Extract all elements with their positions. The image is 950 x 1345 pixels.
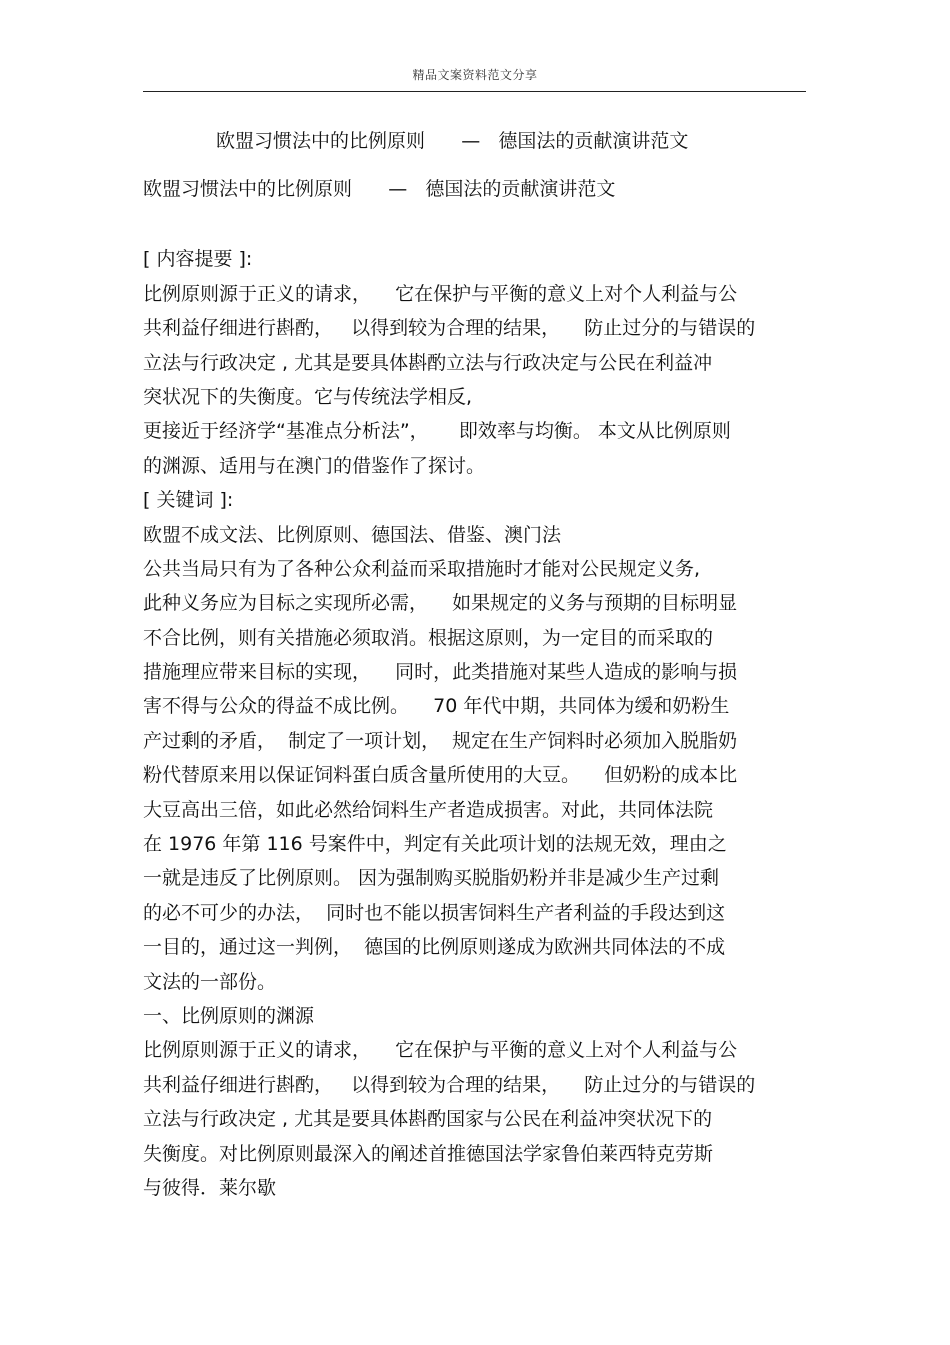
- body-line: 一、比例原则的渊源: [143, 1004, 315, 1027]
- body-line: 产过剩的矛盾， 制定了一项计划， 规定在生产饲料时必须加入脱脂奶: [143, 729, 738, 752]
- body-line: 比例原则源于正义的请求， 它在保护与平衡的意义上对个人利益与公: [143, 1039, 738, 1062]
- running-header: 精品文案资料范文分享: [412, 68, 538, 82]
- body-line: 害不得与公众的得益不成比例。 70 年代中期，共同体为缓和奶粉生: [143, 695, 730, 718]
- body-line: 不合比例，则有关措施必须取消。根据这原则，为一定目的而采取的: [143, 626, 714, 649]
- body-line: [ 内容提要 ]:: [143, 248, 253, 271]
- body-lines: [143, 242, 823, 1205]
- document-title-centered: 欧盟习惯法中的比例原则 — 德国法的贡献演讲范文: [216, 130, 689, 152]
- body-line: 一目的，通过这一判例， 德国的比例原则遂成为欧洲共同体法的不成: [143, 936, 726, 959]
- body-line: 更接近于经济学“基准点分析法”， 即效率与均衡。 本文从比例原则: [143, 420, 731, 443]
- body-line: 失衡度。对比例原则最深入的阐述首推德国法学家鲁伯莱西特克劳斯: [143, 1142, 714, 1165]
- body-line: 立法与行政决定 , 尤其是要具体斟酌立法与行政决定与公民在利益冲: [143, 351, 713, 374]
- blank-line: [143, 206, 823, 242]
- body-line: 粉代替原来用以保证饲料蛋白质含量所使用的大豆。 但奶粉的成本比: [143, 764, 738, 787]
- body-line: 共利益仔细进行斟酌， 以得到较为合理的结果， 防止过分的与错误的: [143, 1073, 756, 1096]
- body-line: 大豆高出三倍，如此必然给饲料生产者造成损害。对此，共同体法院: [143, 798, 714, 821]
- header-divider: [143, 91, 806, 92]
- body-line: 措施理应带来目标的实现， 同时，此类措施对某些人造成的影响与损: [143, 661, 738, 684]
- body-line: 突状况下的失衡度。它与传统法学相反,: [143, 385, 473, 408]
- body-line: 一就是违反了比例原则。 因为强制购买脱脂奶粉并非是减少生产过剩: [143, 867, 720, 890]
- body-line: 的渊源、适用与在澳门的借鉴作了探讨。: [143, 454, 486, 477]
- body-line: 与彼得．莱尔歇: [143, 1176, 277, 1199]
- body-line: 文法的一部份。: [143, 970, 277, 993]
- body-line: 欧盟不成文法、比例原则、德国法、借鉴、澳门法: [143, 523, 562, 546]
- body-line: 的必不可少的办法， 同时也不能以损害饲料生产者利益的手段达到这: [143, 901, 726, 924]
- body-line: 立法与行政决定 , 尤其是要具体斟酌国家与公民在利益冲突状况下的: [143, 1108, 713, 1131]
- body-line: 共利益仔细进行斟酌， 以得到较为合理的结果， 防止过分的与错误的: [143, 317, 756, 340]
- body-line: 此种义务应为目标之实现所必需， 如果规定的义务与预期的目标明显: [143, 592, 738, 615]
- body-line: 在 1976 年第 116 号案件中，判定有关此项计划的法规无效，理由之: [143, 833, 727, 856]
- body-line: [ 关键词 ]:: [143, 489, 234, 512]
- body-line: 公共当局只有为了各种公众利益而采取措施时才能对公民规定义务,: [143, 557, 701, 580]
- body-line: 比例原则源于正义的请求， 它在保护与平衡的意义上对个人利益与公: [143, 282, 738, 305]
- document-body: [143, 172, 823, 1205]
- document-title-left: 欧盟习惯法中的比例原则 — 德国法的贡献演讲范文: [143, 178, 616, 200]
